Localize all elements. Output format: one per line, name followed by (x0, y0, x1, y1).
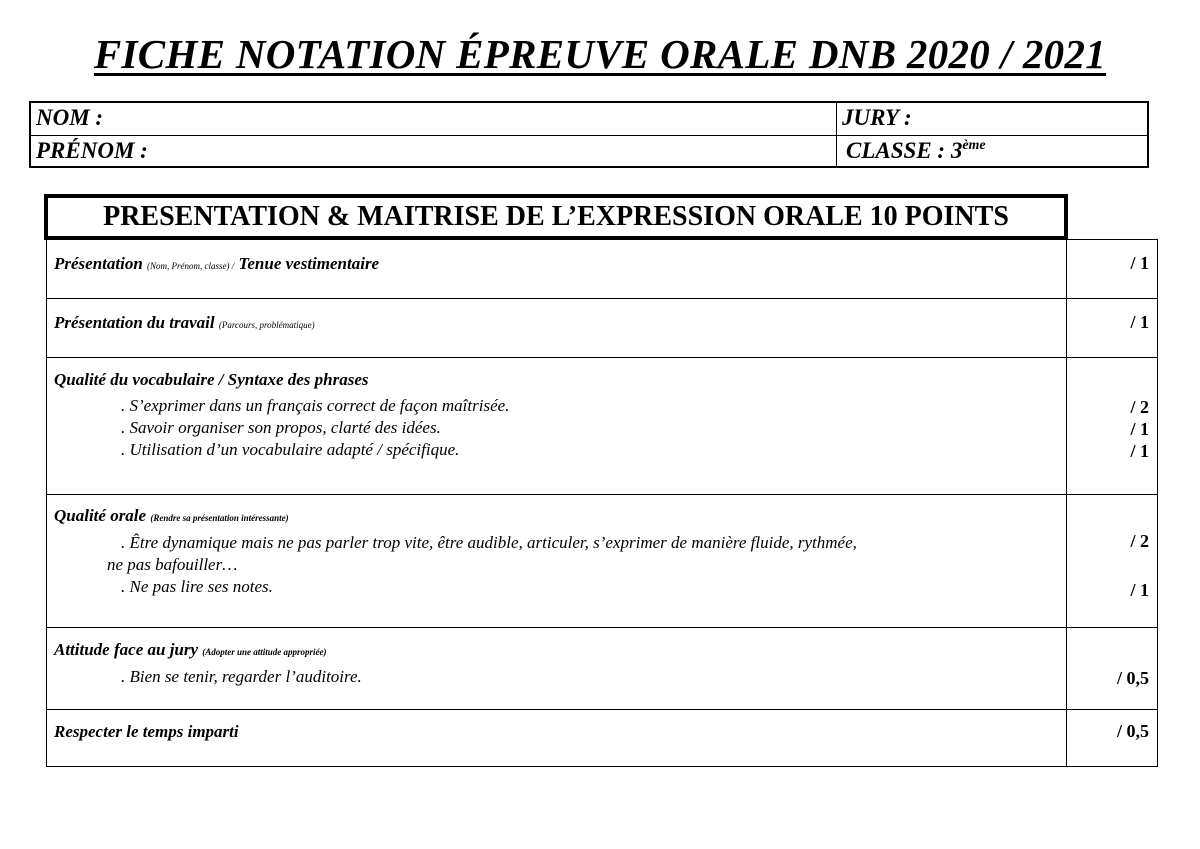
row-divider (47, 298, 1157, 299)
criterion-label: Attitude face au jury (54, 640, 199, 659)
row-divider (47, 627, 1157, 628)
criterion-presentation (54, 254, 379, 274)
row-divider (47, 709, 1157, 710)
qualite-orale-item-1-line-2: ne pas bafouiller… (107, 555, 238, 574)
qualite-orale-item-2: . Ne pas lire ses notes. (121, 577, 273, 596)
score-qualite-orale-2: / 1 (1130, 580, 1149, 600)
criterion-note: (Nom, Prénom, classe) / (147, 261, 235, 271)
qualite-orale-item-1 (107, 533, 1067, 553)
score-attitude: / 0,5 (1116, 668, 1149, 688)
identity-table (29, 101, 1149, 168)
score-temps: / 0,5 (1116, 721, 1149, 741)
prenom-label: PRÉNOM : (36, 138, 148, 163)
score-vocabulaire-3: / 1 (1130, 441, 1149, 461)
criterion-label: Présentation du travail (54, 313, 215, 332)
identity-row-2 (31, 136, 1147, 168)
criteria-table (46, 239, 1158, 767)
classe-superscript: ème (962, 138, 986, 153)
nom-label: NOM : (36, 105, 104, 130)
criterion-temps: Respecter le temps imparti (54, 722, 239, 741)
score-vocabulaire-2: / 1 (1130, 419, 1149, 439)
criterion-label-2: Tenue vestimentaire (238, 254, 380, 273)
section-title: PRESENTATION & MAITRISE DE L’EXPRESSION ORALE 10 POINTS (44, 194, 1068, 240)
criterion-attitude (54, 640, 327, 660)
criterion-note: (Parcours, problématique) (218, 320, 315, 330)
row-divider (47, 494, 1157, 495)
criterion-note: (Rendre sa présentation intéressante) (150, 513, 289, 523)
score-column-divider (1066, 240, 1067, 766)
vocabulaire-item-1: . S’exprimer dans un français correct de façon maîtrisée. (121, 396, 510, 415)
page-title: FICHE NOTATION ÉPREUVE ORALE DNB 2020 / 2021 (93, 31, 1107, 77)
score-presentation: / 1 (1130, 253, 1149, 273)
criterion-note: (Adopter une attitude appropriée) (202, 647, 327, 657)
criterion-qualite-orale (54, 506, 289, 526)
score-presentation-travail: / 1 (1130, 312, 1149, 332)
identity-row-1 (31, 103, 1147, 136)
criterion-vocabulaire: Qualité du vocabulaire / Syntaxe des phrases (54, 370, 369, 389)
score-vocabulaire-1: / 2 (1130, 397, 1149, 417)
qualite-orale-item-1-line-1: . Être dynamique mais ne pas parler trop vite, être audible, articuler, s’exprimer de manière fluide, rythmée, (121, 533, 857, 552)
vocabulaire-item-2: . Savoir organiser son propos, clarté des idées. (121, 418, 441, 437)
score-qualite-orale-1: / 2 (1130, 531, 1149, 551)
attitude-item-1: . Bien se tenir, regarder l’auditoire. (121, 667, 362, 686)
criterion-label: Qualité orale (54, 506, 147, 525)
criterion-presentation-travail (54, 313, 315, 333)
classe-label (846, 138, 986, 164)
classe-text: CLASSE : 3 (846, 138, 963, 163)
criterion-label: Présentation (54, 254, 143, 273)
vocabulaire-item-3: . Utilisation d’un vocabulaire adapté / spécifique. (121, 440, 460, 459)
row-divider (47, 357, 1157, 358)
jury-label: JURY : (842, 105, 912, 130)
